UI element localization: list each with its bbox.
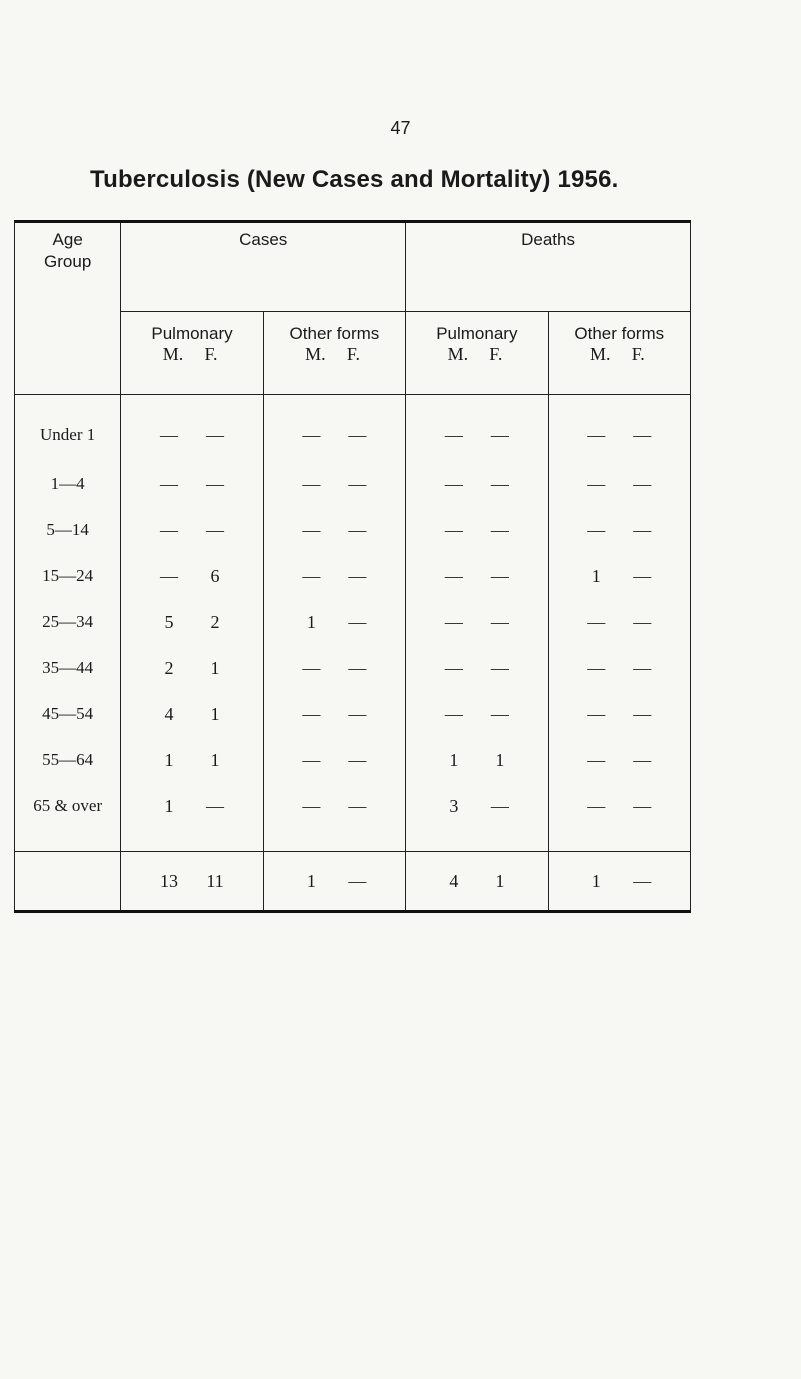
- totals-row: [15, 852, 691, 912]
- age-group-cell: 5—14: [15, 507, 121, 553]
- total-deaths-other-f: —: [633, 870, 652, 891]
- value-cell-cp-m: 2: [164, 657, 174, 678]
- table-row: [15, 783, 691, 829]
- value-cell-cp-f: —: [206, 424, 225, 445]
- value-cell-do-m: —: [587, 749, 606, 770]
- value-cell-do-f: —: [633, 519, 652, 540]
- table-row: [15, 395, 691, 462]
- value-cell-dp-m: —: [444, 703, 463, 724]
- value-cell-co-m: —: [302, 424, 321, 445]
- value-cell-cp-f: 1: [210, 703, 220, 724]
- value-cell-co-m: 1: [306, 611, 316, 632]
- age-group-header: Age Group: [15, 222, 121, 395]
- value-cell-co-f: —: [348, 565, 367, 586]
- table-body: [15, 395, 691, 830]
- value-cell-do-f: —: [633, 749, 652, 770]
- value-cell-do-f: —: [633, 565, 652, 586]
- value-cell-cp-m: 1: [164, 749, 174, 770]
- deaths-header: Deaths: [406, 222, 691, 312]
- deaths-other-forms-header: Other forms M. F.: [548, 312, 690, 395]
- value-cell-dp-m: —: [444, 611, 463, 632]
- value-cell-dp-f: —: [490, 424, 509, 445]
- value-cell-co-m: —: [302, 703, 321, 724]
- value-cell-dp-m: 1: [449, 749, 459, 770]
- table-row: [15, 461, 691, 507]
- tuberculosis-table: [14, 220, 691, 913]
- value-cell-do-m: —: [587, 611, 606, 632]
- page-title: Tuberculosis (New Cases and Mortality) 1956.: [90, 166, 619, 193]
- table-row: [15, 599, 691, 645]
- table-row: [15, 645, 691, 691]
- value-cell-co-f: —: [348, 611, 367, 632]
- value-cell-cp-f: 1: [210, 749, 220, 770]
- value-cell-co-f: —: [348, 424, 367, 445]
- value-cell-co-f: —: [348, 795, 367, 816]
- value-cell-dp-f: —: [490, 611, 509, 632]
- value-cell-co-m: —: [302, 519, 321, 540]
- value-cell-cp-f: —: [206, 519, 225, 540]
- value-cell-cp-f: 1: [210, 657, 220, 678]
- value-cell-dp-m: 3: [449, 795, 459, 816]
- value-cell-dp-f: —: [490, 565, 509, 586]
- value-cell-co-m: —: [302, 795, 321, 816]
- page-number: 47: [390, 118, 411, 138]
- table-row: [15, 553, 691, 599]
- total-cases-pulmonary-m: 13: [160, 870, 179, 891]
- value-cell-co-m: —: [302, 473, 321, 494]
- total-deaths-pulmonary-m: 4: [449, 870, 459, 891]
- table-row: [15, 737, 691, 783]
- value-cell-do-f: —: [633, 424, 652, 445]
- value-cell-co-m: —: [302, 749, 321, 770]
- value-cell-do-f: —: [633, 473, 652, 494]
- value-cell-co-f: —: [348, 749, 367, 770]
- value-cell-cp-m: 4: [164, 703, 174, 724]
- age-group-cell: 35—44: [15, 645, 121, 691]
- value-cell-dp-m: —: [444, 424, 463, 445]
- value-cell-cp-f: 6: [210, 565, 220, 586]
- value-cell-cp-f: —: [206, 473, 225, 494]
- value-cell-do-f: —: [633, 611, 652, 632]
- value-cell-do-m: —: [587, 424, 606, 445]
- value-cell-co-m: —: [302, 657, 321, 678]
- age-group-cell: 25—34: [15, 599, 121, 645]
- age-group-cell: 55—64: [15, 737, 121, 783]
- value-cell-dp-f: 1: [495, 749, 505, 770]
- age-group-cell: Under 1: [15, 395, 121, 462]
- value-cell-co-f: —: [348, 473, 367, 494]
- value-cell-do-m: —: [587, 519, 606, 540]
- value-cell-do-m: —: [587, 703, 606, 724]
- age-group-cell: 15—24: [15, 553, 121, 599]
- value-cell-do-f: —: [633, 657, 652, 678]
- total-deaths-other-m: 1: [591, 870, 601, 891]
- cases-pulmonary-header: Pulmonary M. F.: [121, 312, 263, 395]
- value-cell-cp-f: 2: [210, 611, 220, 632]
- value-cell-dp-f: —: [490, 703, 509, 724]
- value-cell-do-m: —: [587, 657, 606, 678]
- value-cell-cp-m: —: [160, 473, 179, 494]
- cases-other-forms-header: Other forms M. F.: [263, 312, 405, 395]
- age-group-cell: 45—54: [15, 691, 121, 737]
- total-cases-other-m: 1: [306, 870, 316, 891]
- value-cell-cp-m: —: [160, 565, 179, 586]
- deaths-pulmonary-header: Pulmonary M. F.: [406, 312, 548, 395]
- totals-label-cell: [15, 852, 121, 912]
- value-cell-do-m: 1: [591, 565, 601, 586]
- value-cell-co-f: —: [348, 519, 367, 540]
- total-deaths-pulmonary-f: 1: [495, 870, 505, 891]
- value-cell-do-m: —: [587, 795, 606, 816]
- value-cell-dp-m: —: [444, 519, 463, 540]
- total-cases-pulmonary-f: 11: [206, 870, 224, 891]
- table-row: [15, 691, 691, 737]
- age-group-cell: 1—4: [15, 461, 121, 507]
- table-row: [15, 507, 691, 553]
- age-group-cell: 65 & over: [15, 783, 121, 829]
- value-cell-dp-f: —: [490, 657, 509, 678]
- value-cell-co-f: —: [348, 657, 367, 678]
- value-cell-dp-f: —: [490, 795, 509, 816]
- value-cell-cp-m: —: [160, 424, 179, 445]
- value-cell-do-f: —: [633, 703, 652, 724]
- cases-header: Cases: [121, 222, 406, 312]
- value-cell-do-m: —: [587, 473, 606, 494]
- value-cell-do-f: —: [633, 795, 652, 816]
- value-cell-dp-f: —: [490, 519, 509, 540]
- value-cell-dp-m: —: [444, 657, 463, 678]
- value-cell-co-m: —: [302, 565, 321, 586]
- value-cell-dp-m: —: [444, 473, 463, 494]
- value-cell-cp-f: —: [206, 795, 225, 816]
- value-cell-cp-m: 5: [164, 611, 174, 632]
- value-cell-co-f: —: [348, 703, 367, 724]
- value-cell-dp-f: —: [490, 473, 509, 494]
- total-cases-other-f: —: [348, 870, 367, 891]
- value-cell-cp-m: —: [160, 519, 179, 540]
- value-cell-cp-m: 1: [164, 795, 174, 816]
- value-cell-dp-m: —: [444, 565, 463, 586]
